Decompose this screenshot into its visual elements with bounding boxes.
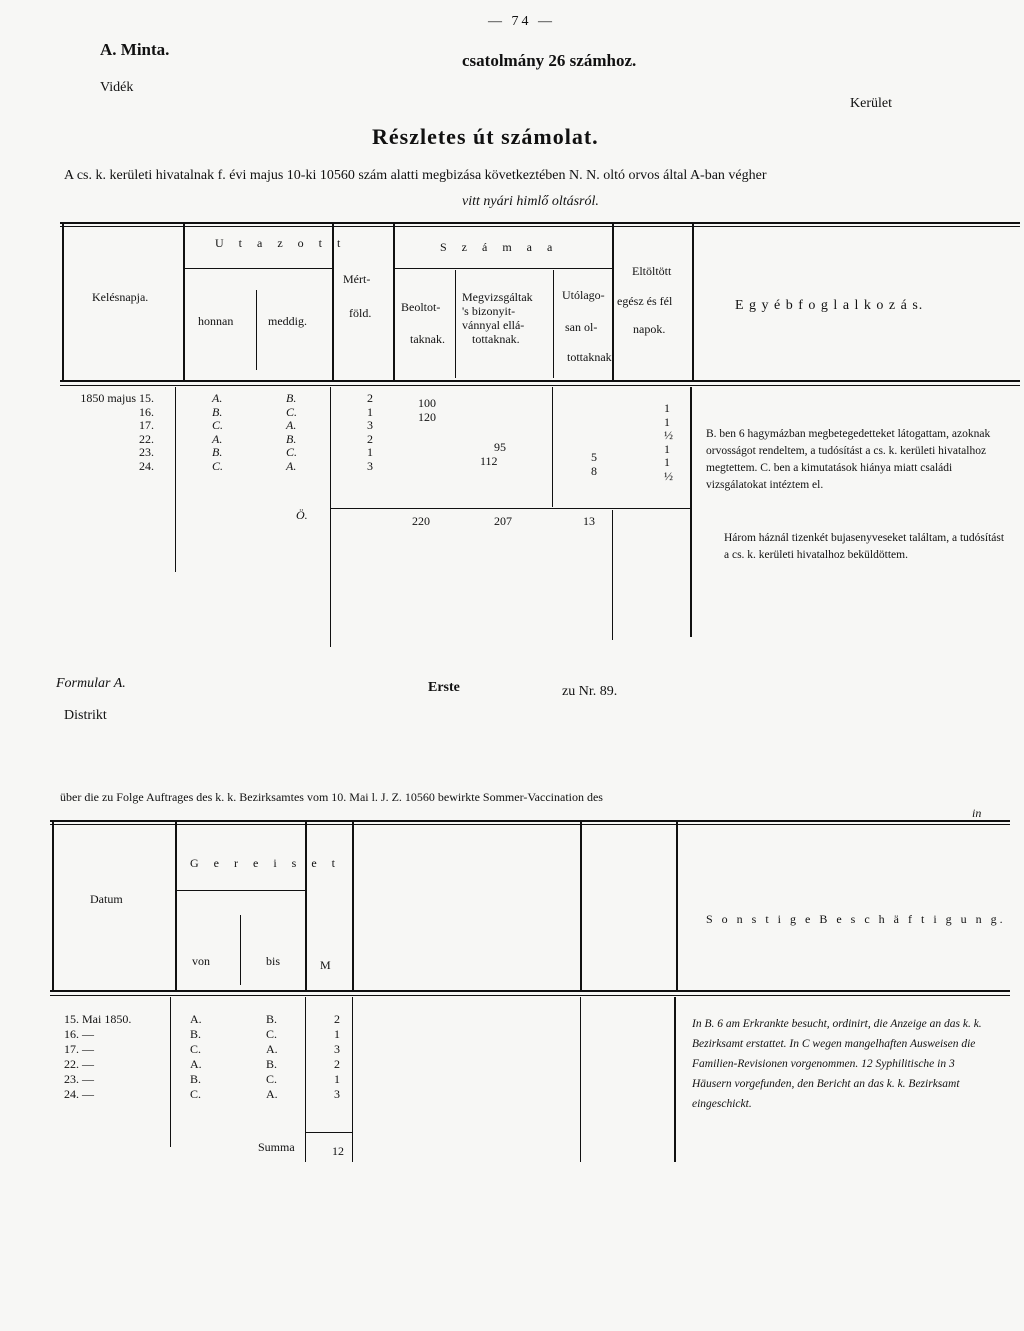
bottom-body-divider (305, 997, 306, 1162)
list-item: 3 (367, 418, 373, 432)
bottom-body-divider (580, 997, 581, 1162)
list-item: B. (286, 391, 297, 405)
summa-value: 12 (332, 1144, 344, 1158)
totals-megvizsg: 207 (494, 514, 512, 528)
table-top-rule-thin (60, 226, 1020, 227)
attachment-label: csatolmány 26 számhoz. (462, 51, 637, 70)
col-divider (455, 270, 456, 378)
bottom-meilen (334, 1012, 340, 1102)
totals-label: Ö. (296, 508, 308, 522)
bottom-col-divider (305, 822, 307, 990)
header-rule (184, 268, 332, 269)
bottom-dates (64, 1012, 131, 1102)
list-item: B. (212, 404, 223, 419)
zu-nr-label: zu Nr. 89. (562, 684, 618, 699)
list-item: 2 (334, 1012, 340, 1026)
header-mertfold-1: Mért- (343, 272, 371, 286)
page-number: — 74 — (488, 14, 555, 29)
header-utazott: U t a z o t t (215, 236, 347, 250)
list-item: 1 (334, 1072, 340, 1086)
kerulet-label: Kerület (850, 96, 892, 111)
list-item: C. (190, 1042, 202, 1056)
body-divider (690, 387, 692, 637)
intro-line-2: vitt nyári himlő oltásról. (462, 194, 599, 209)
bottom-col-divider (580, 822, 582, 990)
header-szama: S z á m a a (440, 240, 559, 254)
bottom-table-top-rule-thin (50, 824, 1010, 825)
header-megvizsg-1: Megvizsgáltak (462, 290, 533, 304)
top-beoltot (418, 396, 436, 423)
list-item: 1 (664, 414, 670, 429)
list-item: C. (286, 445, 298, 459)
list-item: 1850 majus 15. (80, 391, 154, 405)
header-mertfold-2: föld. (349, 306, 372, 320)
list-item: 15. Mai 1850. (64, 1012, 132, 1026)
bottom-col-divider (175, 822, 177, 990)
list-item: 17. — (64, 1042, 94, 1056)
list-item: A. (286, 458, 297, 473)
header-sonstige: S o n s t i g e B e s c h ä f t i g u n g. (706, 912, 1006, 926)
erste-label: Erste (428, 680, 460, 695)
header-meilen: M (320, 958, 331, 972)
body-divider (330, 387, 331, 647)
header-megvizsg (462, 290, 533, 346)
col-divider (183, 224, 185, 380)
list-item: A. (190, 1057, 202, 1071)
list-item: 95 (494, 440, 506, 454)
list-item: A. (286, 418, 297, 432)
list-item: ½ (664, 428, 673, 442)
bottom-von (190, 1012, 202, 1102)
bottom-intro: über die zu Folge Auftrages des k. k. Bezirksamtes vom 10. Mai l. J. Z. 10560 bewirkte Sommer-Vaccination des (60, 790, 603, 804)
bottom-table-left-border (52, 822, 54, 990)
body-divider (175, 387, 176, 572)
list-item: C. (212, 418, 224, 432)
list-item: 1 (367, 445, 373, 459)
list-item: 112 (480, 453, 498, 468)
list-item: ½ (664, 468, 673, 483)
list-item: C. (190, 1087, 202, 1101)
bottom-body-divider (170, 997, 171, 1147)
list-item: C. (286, 404, 298, 419)
totals-beoltot: 220 (412, 514, 430, 528)
list-item: 22. — (64, 1057, 94, 1071)
list-item: C. (212, 458, 224, 473)
header-bottom-rule (60, 380, 1020, 382)
list-item: B. (190, 1072, 202, 1086)
col-divider (256, 290, 257, 370)
list-item: 24. — (64, 1087, 94, 1101)
list-item: 1 (334, 1027, 340, 1041)
list-item: C. (266, 1072, 278, 1086)
distrikt-label: Distrikt (64, 708, 107, 723)
bottom-note: In B. 6 am Erkrankte besucht, ordinirt, die Anzeige an das k. k. Bezirksamt erstattet. In C wegen mangelhaften Ausweisen die Familien-Revisionen vorgenommen. 12 Syphilitische in 3 Häusern vorgefunden, den Bericht an das k. k. Bezirksamt eingeschickt. (692, 1018, 982, 1110)
bottom-header-bottom-rule-thin (50, 995, 1010, 996)
top-mertfold (367, 392, 373, 473)
bottom-col-divider (676, 822, 678, 990)
list-item: 1 (664, 441, 670, 456)
list-item: 100 (418, 396, 436, 410)
list-item: 2 (367, 391, 373, 405)
videk-label: Vidék (100, 80, 134, 95)
list-item: B. (212, 445, 223, 459)
bottom-header-rule (176, 890, 305, 891)
list-item: 3 (367, 458, 373, 473)
top-napok (664, 402, 673, 483)
list-item: B. (190, 1027, 202, 1041)
formular-label: Formular A. (56, 676, 126, 691)
minta-label: A. Minta. (100, 40, 170, 59)
bottom-body-divider (352, 997, 353, 1162)
list-item: A. (190, 1012, 202, 1026)
header-meddig: meddig. (268, 314, 307, 328)
header-utolago-2: san ol- (565, 320, 598, 334)
header-napok: napok. (633, 322, 666, 336)
header-von: von (192, 954, 210, 968)
top-dates (74, 392, 154, 473)
top-meddig (286, 392, 297, 473)
header-utolago-1: Utólago- (562, 288, 605, 302)
header-eltoltott: Eltöltött (632, 264, 672, 278)
list-item: 23. (139, 445, 154, 459)
totals-utolago: 13 (583, 514, 595, 528)
col-divider (692, 224, 694, 380)
table-left-border (62, 224, 64, 382)
bottom-col-divider (240, 915, 241, 985)
header-beoltot-2: taknak. (410, 332, 445, 346)
list-item: 2 (334, 1057, 340, 1071)
list-item: 2 (367, 431, 373, 446)
list-item: 1 (664, 455, 670, 469)
body-divider (612, 510, 613, 640)
body-divider (552, 387, 553, 507)
page-title: Részletes út számolat. (372, 124, 599, 149)
list-item: 3 (334, 1087, 340, 1101)
header-gereiset: G e r e i s e t (190, 856, 341, 870)
header-megvizsg-2: 's bizonyit- (462, 304, 516, 318)
list-item: A. (212, 391, 223, 405)
bottom-bis (266, 1012, 278, 1102)
top-honnan (212, 392, 223, 473)
header-honnan: honnan (198, 314, 234, 328)
note-paragraph-1: B. ben 6 hagymázban megbetegedetteket látogattam, azoknak orvosságot rendeltem, a tudósítást a cs. k. kerületi hivatalhoz megtettem. C. ben a kimutatások hiánya miatt családi vizsgálatokat intéztem el. (706, 428, 991, 491)
bottom-intro-tail: in (972, 806, 982, 820)
header-megvizsg-3: vánnyal ellá- (462, 318, 525, 332)
header-bis: bis (266, 954, 281, 968)
list-item: B. (286, 431, 297, 446)
list-item: 22. (139, 431, 154, 446)
list-item: B. (266, 1057, 278, 1071)
list-item: 1 (367, 404, 373, 419)
list-item: 23. — (64, 1072, 94, 1086)
list-item: 16. (139, 404, 154, 419)
header-kelesnapja: Kelésnapja. (92, 290, 149, 304)
bottom-col-divider (352, 822, 354, 990)
header-utolago-3: tottaknak. (567, 350, 615, 364)
list-item: A. (266, 1087, 278, 1101)
col-divider (553, 270, 554, 378)
totals-rule (330, 508, 690, 509)
list-item: A. (212, 431, 223, 446)
header-egyeb: E g y é b f o g l a l k o z á s. (735, 298, 924, 313)
list-item: 24. (139, 458, 154, 473)
note-paragraph-2: Három háznál tizenkét bujasenyveseket találtam, a tudósítást a cs. k. kerületi hivatalhoz beküldöttem. (724, 532, 1005, 561)
list-item: 1 (664, 401, 670, 415)
list-item: 16. — (64, 1027, 94, 1041)
list-item: 8 (591, 463, 597, 478)
bottom-table-top-rule (50, 820, 1010, 822)
list-item: 3 (334, 1042, 340, 1056)
list-item: C. (266, 1027, 278, 1041)
summa-label: Summa (258, 1140, 295, 1154)
header-megvizsg-4: tottaknak. (472, 332, 520, 346)
list-item: B. (266, 1012, 278, 1026)
header-bottom-rule-thin (60, 385, 1020, 386)
bottom-body-divider (674, 997, 676, 1162)
intro-line-1: A cs. k. kerületi hivatalnak f. évi majus 10-ki 10560 szám alatti megbizása következtében N. N. oltó orvos által A-ban végher (64, 168, 767, 183)
list-item: A. (266, 1042, 278, 1056)
col-divider (393, 224, 395, 380)
top-utolago (591, 450, 597, 477)
top-megvizsg (480, 440, 506, 467)
header-rule (394, 268, 612, 269)
list-item: 17. (139, 418, 154, 432)
header-beoltot-1: Beoltot- (401, 300, 441, 314)
list-item: 5 (591, 450, 597, 464)
summa-rule (305, 1132, 353, 1133)
list-item: 120 (418, 409, 436, 424)
header-egesz: egész és fél (617, 294, 673, 308)
table-top-rule (60, 222, 1020, 224)
bottom-header-bottom-rule (50, 990, 1010, 992)
header-datum: Datum (90, 892, 123, 906)
